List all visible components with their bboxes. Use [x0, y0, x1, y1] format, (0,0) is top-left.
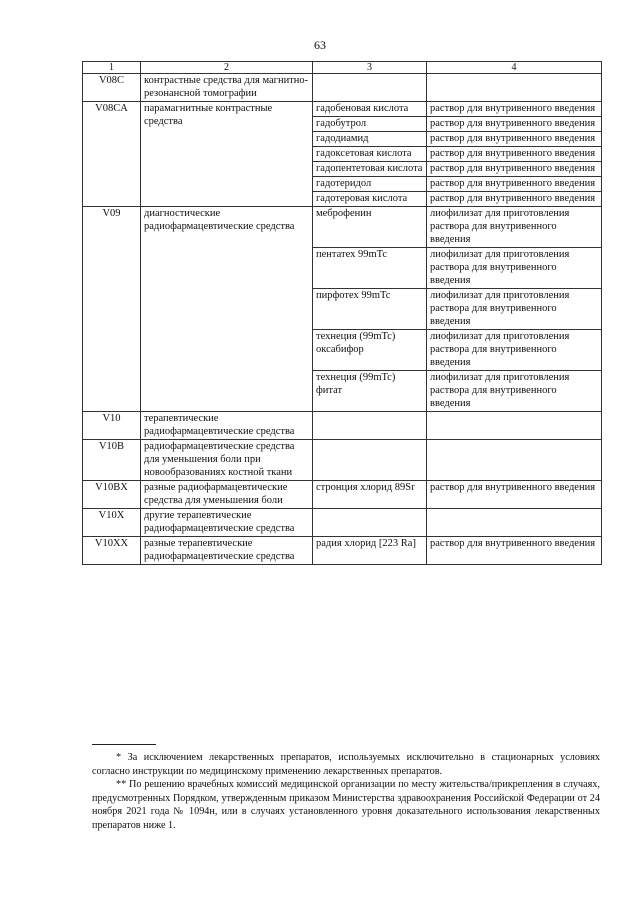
drug-name-cell: [313, 412, 427, 440]
dosage-form-cell: лиофилизат для приготовления раствора для внутривенного введения: [427, 289, 602, 330]
atc-code-cell: V10B: [83, 440, 141, 481]
table-row: [83, 412, 602, 440]
column-header: 3: [313, 62, 427, 74]
atc-group-name-cell: диагностические радиофармацевтические средства: [141, 207, 313, 412]
drug-name-cell: меброфенин: [313, 207, 427, 248]
drug-name-cell: радия хлорид [223 Ra]: [313, 537, 427, 565]
atc-code-cell: V08CA: [83, 102, 141, 207]
drug-name-cell: технеция (99mTc) фитат: [313, 371, 427, 412]
atc-group-name-cell: парамагнитные контрастные средства: [141, 102, 313, 207]
drug-table: [82, 61, 602, 565]
drug-name-cell: технеция (99mTc) оксабифор: [313, 330, 427, 371]
drug-name-cell: пентатех 99mTc: [313, 248, 427, 289]
column-header: 1: [83, 62, 141, 74]
footnote: ** По решению врачебных комиссий медицинской организации по месту жительства/прикрепления в случаях, предусмотренных Порядком, утвержденным приказом Министерства здравоохранения Российской Федерации от 24 ноября 2021 года № 1094н, или в случаях установленного уровня доказательного использования лекарственных препаратов ниже 1.: [92, 779, 600, 831]
dosage-form-cell: лиофилизат для приготовления раствора для внутривенного введения: [427, 371, 602, 412]
footnote: * За исключением лекарственных препаратов, используемых исключительно в стационарных условиях согласно инструкции по медицинскому применению лекарственных препаратов.: [92, 752, 600, 777]
atc-code-cell: V10: [83, 412, 141, 440]
atc-group-name-cell: другие терапевтические радиофармацевтические средства: [141, 509, 313, 537]
dosage-form-cell: лиофилизат для приготовления раствора для внутривенного введения: [427, 207, 602, 248]
drug-name-cell: [313, 440, 427, 481]
drug-name-cell: гадопентетовая кислота: [313, 162, 427, 177]
footnote-separator: [92, 744, 156, 745]
dosage-form-cell: [427, 412, 602, 440]
footnotes: [92, 751, 600, 832]
table-row: [83, 509, 602, 537]
drug-name-cell: гадобеновая кислота: [313, 102, 427, 117]
column-header: 2: [141, 62, 313, 74]
dosage-form-cell: раствор для внутривенного введения: [427, 192, 602, 207]
dosage-form-cell: лиофилизат для приготовления раствора для внутривенного введения: [427, 248, 602, 289]
dosage-form-cell: [427, 509, 602, 537]
column-header: 4: [427, 62, 602, 74]
atc-code-cell: V09: [83, 207, 141, 412]
drug-name-cell: гадоксетовая кислота: [313, 147, 427, 162]
atc-group-name-cell: терапевтические радиофармацевтические средства: [141, 412, 313, 440]
atc-group-name-cell: разные терапевтические радиофармацевтические средства: [141, 537, 313, 565]
dosage-form-cell: раствор для внутривенного введения: [427, 132, 602, 147]
dosage-form-cell: [427, 440, 602, 481]
dosage-form-cell: раствор для внутривенного введения: [427, 102, 602, 117]
drug-name-cell: стронция хлорид 89Sr: [313, 481, 427, 509]
drug-name-cell: гадотеридол: [313, 177, 427, 192]
dosage-form-cell: [427, 74, 602, 102]
atc-code-cell: V10BX: [83, 481, 141, 509]
atc-group-name-cell: радиофармацевтические средства для уменьшения боли при новообразованиях костной ткани: [141, 440, 313, 481]
drug-name-cell: пирфотех 99mTc: [313, 289, 427, 330]
table-row: [83, 537, 602, 565]
dosage-form-cell: раствор для внутривенного введения: [427, 117, 602, 132]
dosage-form-cell: раствор для внутривенного введения: [427, 537, 602, 565]
atc-code-cell: V10XX: [83, 537, 141, 565]
drug-name-cell: [313, 74, 427, 102]
dosage-form-cell: раствор для внутривенного введения: [427, 162, 602, 177]
table-header-row: [83, 62, 602, 74]
atc-group-name-cell: разные радиофармацевтические средства для уменьшения боли: [141, 481, 313, 509]
dosage-form-cell: раствор для внутривенного введения: [427, 177, 602, 192]
drug-name-cell: гадобутрол: [313, 117, 427, 132]
table-row: [83, 481, 602, 509]
atc-code-cell: V10X: [83, 509, 141, 537]
dosage-form-cell: раствор для внутривенного введения: [427, 481, 602, 509]
dosage-form-cell: раствор для внутривенного введения: [427, 147, 602, 162]
table-row: [83, 440, 602, 481]
drug-name-cell: [313, 509, 427, 537]
table-row: [83, 74, 602, 102]
page-number: 63: [314, 38, 326, 52]
table-row: [83, 207, 602, 248]
drug-name-cell: гадотеровая кислота: [313, 192, 427, 207]
atc-code-cell: V08C: [83, 74, 141, 102]
table-row: [83, 102, 602, 117]
atc-group-name-cell: контрастные средства для магнитно-резонансной томографии: [141, 74, 313, 102]
dosage-form-cell: лиофилизат для приготовления раствора для внутривенного введения: [427, 330, 602, 371]
drug-name-cell: гадодиамид: [313, 132, 427, 147]
